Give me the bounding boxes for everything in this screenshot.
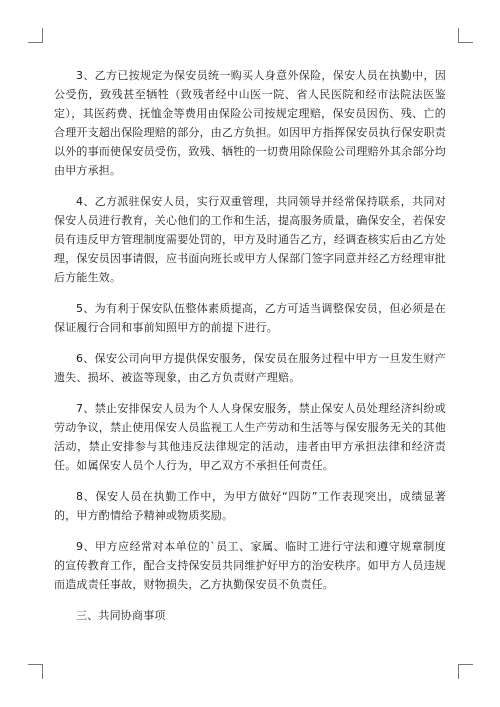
crop-mark-top-left	[28, 28, 43, 43]
clause-8-paragraph: 8、保安人员在执勤工作中，为甲方做好“四防”工作表现突出，成绩显著的，甲方酌情给予精神或物质奖励。	[54, 490, 446, 522]
clause-4-paragraph: 4、乙方派驻保安人员，实行双重管理，共同领导并经常保持联系，共同对保安人员进行教育，关心他们的工作和生活，提高服务质量，确保安全，若保安员有违反甲方管理制度需要处罚的，甲方及时通告乙方，经调查核实后由乙方处理，保安员因事请假，应书面向班长或甲方人保部门签字同意并经乙方经理审批后方能生效。	[54, 195, 446, 284]
clause-3-paragraph: 3、乙方已按规定为保安员统一购买人身意外保险，保安人员在执勤中，因公受伤，致残甚至牺牲（致残者经中山医一院、省人民医院和经市法院法医鉴定），其医药费、抚恤金等费用由保险公司按规定理赔，保安员因伤、残、亡的合理开支超出保险理赔的部分，由乙方负担。如因甲方指挥保安员执行保安职责以外的事而使保安员受伤，致残、牺牲的一切费用除保险公司理赔外其余部分均由甲方承担。	[54, 69, 446, 177]
crop-mark-bottom-left	[28, 664, 43, 679]
clause-6-paragraph: 6、保安公司向甲方提供保安服务，保安员在服务过程中甲方一旦发生财产遗失、损坏、被盗等现象，由乙方负责财产理赔。	[54, 352, 446, 384]
crop-mark-bottom-right	[458, 664, 473, 679]
document-body	[54, 66, 446, 637]
clause-9-paragraph: 9、甲方应经常对本单位的`员工、家属、临时工进行守法和遵守规章制度的宣传教育工作，配合支持保安员共同维护好甲方的治安秩序。如甲方人员违规而造成责任事故，财物损失，乙方执勤保安员不负责任。	[54, 540, 446, 591]
clause-7-paragraph: 7、禁止安排保安人员为个人人身保安服务，禁止保安人员处理经济纠纷或劳动争议，禁止使用保安人员监视工人生产劳动和生活等与保安服务无关的其他活动，禁止安排参与其他违反法律规定的活动，违者由甲方承担法律和经济责任。如属保安人员个人行为，甲乙双方不承担任何责任。	[54, 402, 446, 472]
crop-mark-top-right	[458, 28, 473, 43]
clause-5-paragraph: 5、为有利于保安队伍整体素质提高，乙方可适当调整保安员，但必须是在保证履行合同和事前知照甲方的前提下进行。	[54, 302, 446, 334]
section-heading: 三、共同协商事项	[76, 609, 166, 622]
